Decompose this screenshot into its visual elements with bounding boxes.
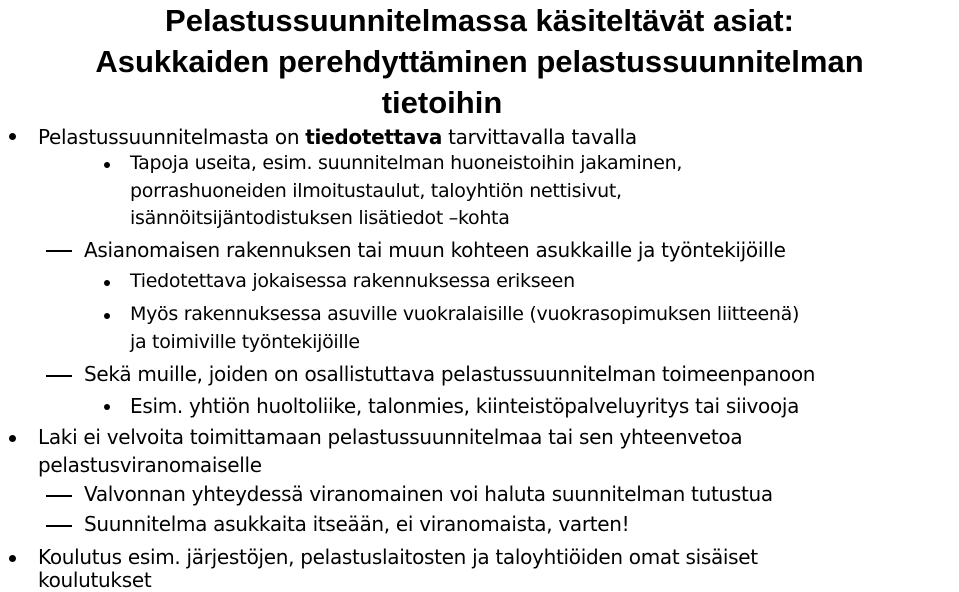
title-line-1: Pelastussuunnitelmassa käsiteltävät asiat: bbox=[165, 3, 794, 38]
bullet-icon bbox=[104, 404, 110, 410]
dash-icon bbox=[46, 250, 72, 252]
list-item-purpose: Suunnitelma asukkaita itseään, ei viranomaista, varten! bbox=[84, 512, 630, 536]
list-item-tenants-line-1: Myös rakennuksessa asuville vuokralaisille (vuokrasopimuksen liitteenä) bbox=[130, 303, 800, 325]
list-item-ways-line-2: porrashuoneiden ilmoitustaulut, taloyhtiön nettisivut, bbox=[130, 180, 622, 202]
list-item-ways-line-3: isännöitsijäntodistuksen lisätiedot –kohta bbox=[130, 207, 510, 229]
bullet-icon bbox=[104, 280, 110, 286]
bullet-icon bbox=[9, 555, 16, 562]
item-text: Pelastussuunnitelmasta on bbox=[38, 125, 306, 149]
list-item-law-line-1: Laki ei velvoita toimittamaan pelastussuunnitelmaa tai sen yhteenvetoa bbox=[38, 425, 743, 449]
list-item-training-line-1: Koulutus esim. järjestöjen, pelastuslaitosten ja taloyhtiöiden omat sisäiset bbox=[38, 545, 758, 569]
list-item-each-building: Tiedotettava jokaisessa rakennuksessa erikseen bbox=[130, 270, 575, 292]
list-item-training-line-2: koulutukset bbox=[38, 568, 152, 592]
list-item-example: Esim. yhtiön huoltoliike, talonmies, kiinteistöpalveluyritys tai siivooja bbox=[130, 394, 800, 418]
dash-icon bbox=[46, 375, 72, 377]
bullet-icon bbox=[9, 133, 16, 140]
title-line-2: Asukkaiden perehdyttäminen pelastussuunnitelman bbox=[95, 44, 864, 79]
slide-title bbox=[0, 0, 959, 123]
dash-icon bbox=[46, 525, 72, 527]
list-item-supervision: Valvonnan yhteydessä viranomainen voi haluta suunnitelman tutustua bbox=[84, 482, 773, 506]
title-line-3: tietoihin bbox=[381, 85, 503, 120]
list-item-tenants-line-2: ja toimiville työntekijöille bbox=[130, 331, 360, 353]
list-item-others: Sekä muille, joiden on osallistuttava pelastussuunnitelman toimeenpanoon bbox=[84, 362, 816, 386]
item-bold-text: tiedotettava bbox=[305, 125, 443, 149]
list-item-law-line-2: pelastusviranomaiselle bbox=[38, 453, 262, 477]
dash-icon bbox=[46, 495, 72, 497]
bullet-icon bbox=[9, 435, 16, 442]
bullet-icon bbox=[104, 313, 110, 319]
item-text: tarvittavalla tavalla bbox=[442, 125, 637, 149]
bullet-icon bbox=[104, 162, 110, 168]
list-item-ways-line-1: Tapoja useita, esim. suunnitelman huoneistoihin jakaminen, bbox=[130, 152, 683, 174]
list-item-publicize bbox=[38, 125, 637, 149]
list-item-residents: Asianomaisen rakennuksen tai muun kohteen asukkaille ja työntekijöille bbox=[84, 238, 786, 262]
